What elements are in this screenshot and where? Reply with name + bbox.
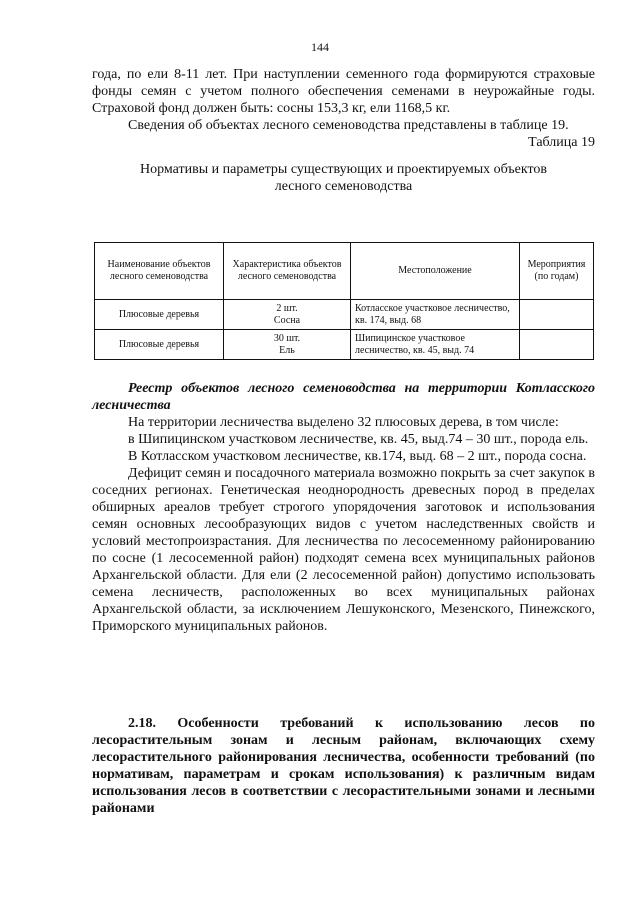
cell-location: Шипицинское участковое лесничество, кв. 45, выд. 74: [351, 330, 520, 360]
cell-measures: [520, 330, 594, 360]
cell-characteristic: [224, 330, 351, 360]
cell-count: 30 шт.: [273, 332, 301, 344]
table-caption: [92, 161, 595, 195]
registry-title: Реестр объектов лесного семеноводства на территории Котласского лесничества: [92, 381, 595, 413]
cell-location: Котласское участковое лесничество, кв. 174, выд. 68: [351, 300, 520, 330]
header-characteristic: Характеристика объектов лесного семеноводства: [224, 243, 351, 300]
header-name: Наименование объектов лесного семеноводства: [95, 243, 224, 300]
section-heading: [92, 715, 595, 817]
cell-name: Плюсовые деревья: [95, 300, 224, 330]
paragraph-2: Сведения об объектах лесного семеноводства представлены в таблице 19.: [128, 118, 569, 133]
cell-species: Ель: [279, 344, 295, 356]
registry-block: [92, 380, 595, 635]
table-row: [95, 330, 594, 360]
cell-count: 2 шт.: [276, 302, 298, 314]
section-heading-text: 2.18. Особенности требований к использованию лесов по лесорастительным зонам и лесным районам, включающих схему лесорастительного районирования лесничества, особенности требований (по нормативам, параметрам и срокам использования) к различным видам использования лесов в соответствии с лесорастительными зонами и лесными районами: [92, 716, 595, 816]
page-number: 144: [311, 40, 329, 54]
table-header-row: [95, 243, 594, 300]
table-label: Таблица 19: [528, 135, 595, 150]
cell-characteristic: [224, 300, 351, 330]
table-caption-text: Нормативы и параметры существующих и проектируемых объектов лесного семеноводства: [140, 162, 547, 194]
cell-name: Плюсовые деревья: [95, 330, 224, 360]
header-measures: Мероприятия (по годам): [520, 243, 594, 300]
registry-paragraph-1: На территории лесничества выделено 32 плюсовых дерева, в том числе:: [128, 415, 559, 430]
intro-block: [92, 66, 595, 195]
registry-paragraph-4: Дефицит семян и посадочного материала возможно покрыть за счет закупок в соседних регионах. Генетическая неоднородность древесных пород в пределах обширных ареалов требует строгого упорядочения заготовок и использования семян основных лесообразующих видов с учетом наследственных свойств и условий местопроизрастания. Для лесничества по лесосеменному районированию по сосне (1 лесосеменной район) подходят семена всех муниципальных районов Архангельской области. Для ели (2 лесосеменной район) допустимо использовать семена лесничеств, расположенных во всех муниципальных районах Архангельской области, за исключением Лешуконского, Мезенского, Пинежского, Приморского муниципальных районов.: [92, 466, 595, 634]
registry-paragraph-2: в Шипицинском участковом лесничестве, кв. 45, выд.74 – 30 шт., порода ель.: [128, 432, 589, 447]
table-row: [95, 300, 594, 330]
cell-measures: [520, 300, 594, 330]
paragraph-1: года, по ели 8-11 лет. При наступлении семенного года формируются страховые фонды семян с учетом полного обеспечения семенами в неурожайные годы. Страховой фонд должен быть: сосны 153,3 кг, ели 1168,5 кг.: [92, 67, 595, 116]
registry-paragraph-3: В Котласском участковом лесничестве, кв.174, выд. 68 – 2 шт., порода сосна.: [128, 449, 587, 464]
cell-species: Сосна: [273, 314, 301, 326]
forest-seed-table: [94, 242, 594, 360]
header-location: Местоположение: [351, 243, 520, 300]
